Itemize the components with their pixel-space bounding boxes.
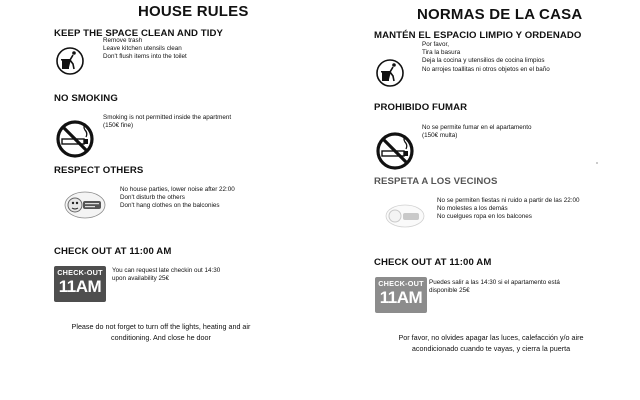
checkout-badge-label: CHECK-OUT — [378, 279, 424, 288]
smoking-heading: PROHIBIDO FUMAR — [374, 102, 468, 113]
checkout-heading: CHECK OUT AT 11:00 AM — [54, 246, 172, 257]
respect-heading: RESPETA A LOS VECINOS — [374, 176, 498, 187]
respect-rule: No cuelgues ropa en los balcones — [437, 213, 532, 221]
checkout-rule: You can request late checkin out 14:30 — [112, 267, 221, 274]
clean-rule: Deja la cocina y utensilios de cocina limpios — [422, 57, 545, 65]
respect-heading: RESPECT OTHERS — [54, 165, 144, 176]
clean-heading: MANTÉN EL ESPACIO LIMPIO Y ORDENADO — [374, 30, 582, 41]
footer-note — [36, 321, 286, 343]
clean-rules — [103, 37, 187, 62]
clean-heading: KEEP THE SPACE CLEAN AND TIDY — [54, 28, 224, 39]
checkout-heading: CHECK OUT AT 11:00 AM — [374, 257, 492, 268]
page-title: HOUSE RULES — [138, 3, 249, 20]
clean-rule: Remove trash — [103, 37, 143, 44]
respect-rules — [120, 186, 235, 211]
clean-rule: No arrojes toallitas ni otros objetos en el baño — [422, 65, 550, 73]
checkout-badge-label: CHECK-OUT — [57, 268, 103, 277]
quiet-neighbors-icon — [61, 188, 111, 220]
quiet-neighbors-icon — [382, 202, 428, 230]
footer-line: Por favor, no olvides apagar las luces, calefacción y/o aire — [398, 333, 584, 342]
no-smoking-icon — [55, 119, 95, 159]
clean-rule: Tira la basura — [422, 49, 461, 57]
footer-note — [360, 332, 622, 354]
respect-rule: No molestes a los demás — [437, 205, 508, 213]
respect-rule: Don't disturb the others — [120, 194, 185, 202]
trash-bin-person-icon — [55, 44, 85, 84]
respect-rule: No house parties, lower noise after 22:00 — [120, 186, 235, 193]
footer-line: Please do not forget to turn off the lights, heating and air — [71, 322, 251, 331]
clean-rule: Leave kitchen utensils clean — [103, 45, 182, 53]
smoking-rule: No se permite fumar en el apartamento — [422, 124, 532, 131]
smoking-rule: Smoking is not permitted inside the apartment — [103, 114, 232, 121]
footer-line: conditioning. And close he door — [111, 333, 211, 342]
clean-rule: Por favor, — [422, 41, 449, 48]
smoking-rule: (150€ fine) — [103, 122, 134, 130]
no-smoking-icon — [375, 131, 415, 171]
respect-rule: No se permiten fiestas ni ruido a partir de las 22:00 — [437, 197, 580, 204]
clean-rule: Don't flush items into the toilet — [103, 53, 187, 61]
trash-bin-person-icon — [375, 56, 405, 96]
smoking-rule: (150€ multa) — [422, 132, 458, 140]
spanish-column — [320, 0, 640, 400]
respect-rules — [437, 197, 579, 222]
smoking-rules — [422, 124, 532, 140]
checkout-rule: Puedes salir a las 14:30 si el apartamento está — [429, 279, 560, 286]
checkout-rules — [429, 279, 560, 295]
footer-line: acondicionado cuando te vayas, y cierra la puerta — [411, 344, 571, 353]
checkout-rule: upon availability 25€ — [112, 275, 170, 283]
clean-rules — [422, 41, 550, 74]
smoking-rules — [103, 114, 231, 130]
checkout-time-badge — [54, 266, 106, 302]
respect-rule: Don't hang clothes on the balconies — [120, 202, 220, 210]
checkout-rules — [112, 267, 220, 283]
checkout-rule: disponible 25€ — [429, 287, 470, 295]
checkout-time-badge — [375, 277, 427, 313]
smoking-heading: NO SMOKING — [54, 93, 118, 104]
checkout-badge-time: 11AM — [379, 288, 423, 307]
scan-speck — [596, 162, 598, 164]
page-title: NORMAS DE LA CASA — [417, 6, 583, 23]
checkout-badge-time: 11AM — [58, 277, 102, 296]
